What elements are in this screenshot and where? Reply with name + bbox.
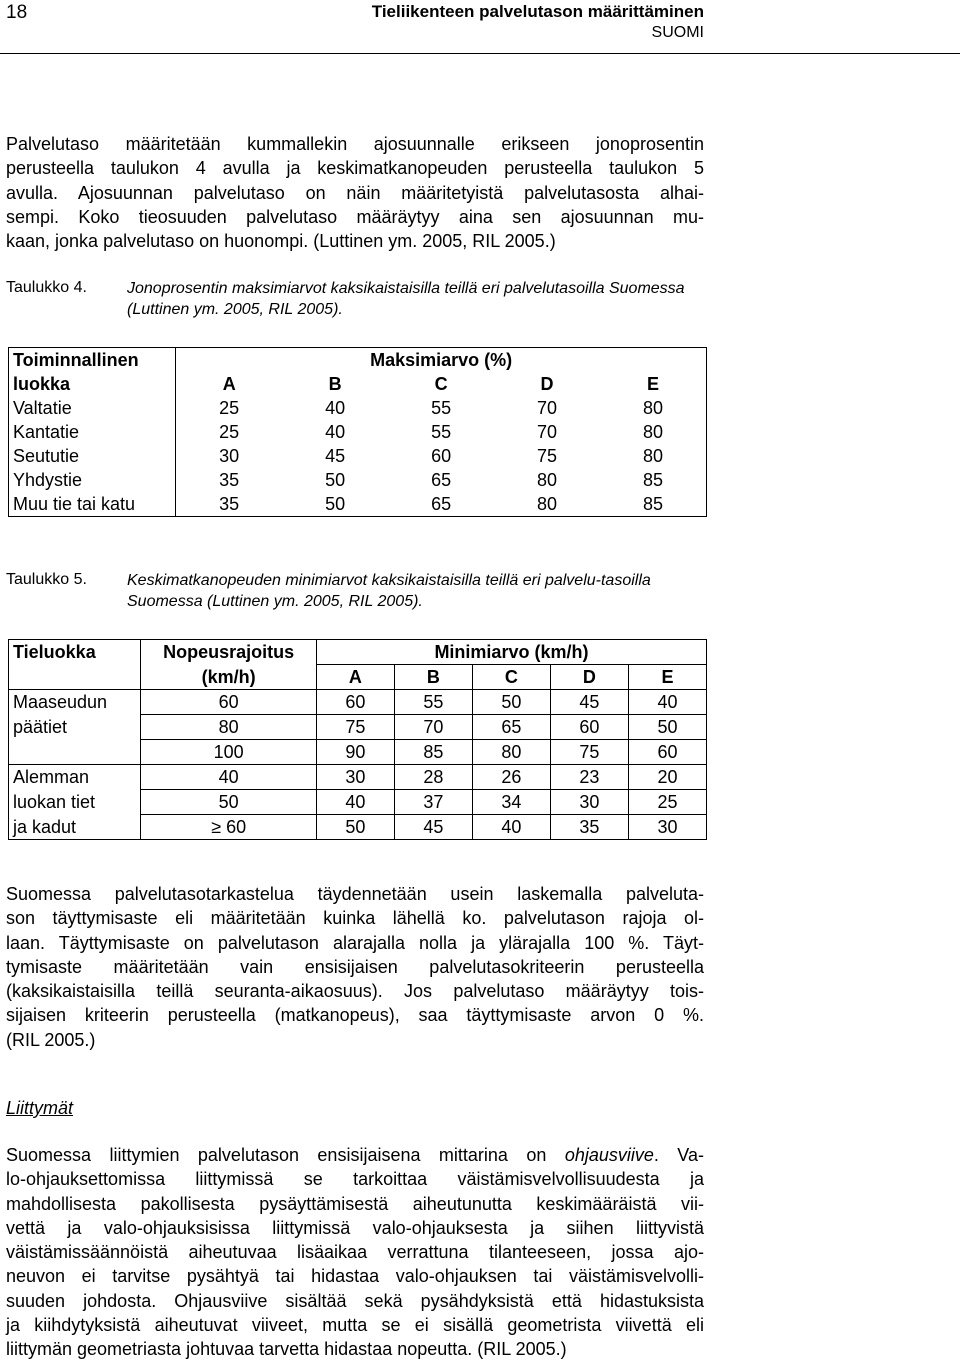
table-header-cell: Tieluokka xyxy=(9,640,141,665)
table-cell: 40 xyxy=(628,690,706,715)
table-cell: 45 xyxy=(325,446,346,466)
paragraph-fulfilment xyxy=(6,882,704,1052)
table-cell: 23 xyxy=(550,765,628,790)
table-header-cell: Toiminnallinen xyxy=(9,348,176,373)
table-row xyxy=(9,420,707,444)
paragraph-intro xyxy=(6,132,704,253)
table-header-cell: A xyxy=(316,665,394,690)
table-cell: 80 xyxy=(600,420,706,444)
table-cell: 25 xyxy=(219,398,240,418)
paragraph-line: (kaksikaistaisilla teillä seuranta-aikaosuus). Jos palvelutaso määräytyy tois- xyxy=(6,981,704,1002)
table-cell: 30 xyxy=(628,815,706,840)
table-cell: 50 xyxy=(472,690,550,715)
table-cell: 80 xyxy=(141,715,317,740)
page-number: 18 xyxy=(6,2,28,23)
table-cell: Muu tie tai katu xyxy=(9,492,176,517)
table-cell: 70 xyxy=(537,422,558,442)
paragraph-line: liittymän geometriasta johtuvaa tarvetta hidastaa nopeutta. (RIL 2005.) xyxy=(6,1339,567,1360)
table-cell: 40 xyxy=(472,815,550,840)
table-cell: 50 xyxy=(141,790,317,815)
table-cell: 60 xyxy=(431,446,452,466)
paragraph-line: sijaisen kriteerin perusteella (matkanopeus), saa täyttymisaste arvon 0 %. xyxy=(6,1005,704,1026)
table-row xyxy=(9,444,707,468)
table-cell: 55 xyxy=(431,398,452,418)
table-cell: 30 xyxy=(550,790,628,815)
paragraph-line: laan. Täyttymisaste on palvelutason alarajalla nolla ja ylärajalla 100 %. Täyt- xyxy=(6,932,704,953)
paragraph-line: tymisaste määritetään vain ensisijaisen palvelutasokriteerin perusteella xyxy=(6,956,704,977)
table-cell xyxy=(9,665,141,690)
paragraph-line: mahdollisesta pakollisesta pysäyttämisestä aiheutunutta keskimääräistä vii- xyxy=(6,1193,704,1214)
table-cell: 25 xyxy=(219,422,240,442)
table-cell: 100 xyxy=(141,740,317,765)
paragraph-line: son täyttymisaste eli määritetään kuinka lähellä ko. palvelutason rajoja ol- xyxy=(6,908,704,929)
paragraph-line: Palvelutaso määritetään kummallekin ajosuunnalle erikseen jonoprosentin xyxy=(6,134,704,154)
table-cell: 85 xyxy=(394,740,472,765)
table-cell: 20 xyxy=(628,765,706,790)
table-cell: 65 xyxy=(431,470,452,490)
table-header-cell: D xyxy=(540,374,554,394)
table-cell: päätiet xyxy=(9,715,141,740)
section-heading: Liittymät xyxy=(6,1098,74,1118)
text-run: Suomessa liittymien palvelutason ensisijaisena mittarina on xyxy=(6,1145,565,1165)
table-header-cell: luokka xyxy=(9,372,176,396)
table-row xyxy=(9,740,707,765)
header-divider xyxy=(0,53,960,54)
table-header-cell: Nopeusrajoitus xyxy=(141,640,317,665)
table-row xyxy=(9,492,707,517)
table-header-cell: D xyxy=(550,665,628,690)
table-cell: ja kadut xyxy=(9,815,141,840)
table-cell: 25 xyxy=(628,790,706,815)
table-group-header: Maksimiarvo (%) xyxy=(176,348,707,373)
paragraph-line: suuden johdosta. Ohjausviive sisältää sekä pysähdyksistä että hidastuksista xyxy=(6,1290,704,1311)
table-row xyxy=(9,468,707,492)
table-row xyxy=(9,715,707,740)
table-cell: 60 xyxy=(141,690,317,715)
paragraph-line: perusteella taulukon 4 avulla ja keskimatkanopeuden perusteella taulukon 5 xyxy=(6,158,704,179)
table5-caption-text: Keskimatkanopeuden minimiarvot kaksikaistaisilla teillä eri palvelu-tasoilla Suomessa (Luttinen ym. 2005, RIL 2005). xyxy=(127,572,651,610)
paragraph-junctions xyxy=(6,1143,704,1362)
table-cell: Maaseudun xyxy=(9,690,141,715)
table-cell: 85 xyxy=(600,468,706,492)
table4-caption-label: Taulukko 4. xyxy=(6,279,87,296)
paragraph-line: lo-ohjauksettomissa liittymissä se tarkoittaa väistämisvelvollisuudesta ja xyxy=(6,1169,704,1190)
table-cell: 65 xyxy=(388,492,494,517)
table-cell: 40 xyxy=(316,790,394,815)
paragraph-line: (RIL 2005.) xyxy=(6,1029,96,1050)
table-cell: 80 xyxy=(600,444,706,468)
table-cell: 50 xyxy=(325,470,346,490)
table-cell: 60 xyxy=(628,740,706,765)
table-cell: 50 xyxy=(316,815,394,840)
table-cell: 65 xyxy=(472,715,550,740)
paragraph-line: Suomessa palvelutasotarkastelua täydennetään usein laskemalla palveluta- xyxy=(6,884,704,904)
table-row xyxy=(9,690,707,715)
paragraph-line xyxy=(6,1143,704,1167)
table-cell: 30 xyxy=(219,446,240,466)
table-cell: 40 xyxy=(325,398,346,418)
table5-caption-label: Taulukko 5. xyxy=(6,571,87,588)
paragraph-line: ja kiihdytyksistä aiheutuvat viiveet, mutta se ei sisällä geometrista viivettä eli xyxy=(6,1315,704,1336)
table-cell: Yhdystie xyxy=(9,468,176,492)
table-cell: 37 xyxy=(394,790,472,815)
table-cell: 75 xyxy=(537,446,558,466)
table-cell: 55 xyxy=(394,690,472,715)
table-row xyxy=(9,765,707,790)
table-cell: 90 xyxy=(316,740,394,765)
paragraph-line: avulla. Ajosuunnan palvelutaso on näin määritetyistä palvelutasosta alhai- xyxy=(6,182,704,203)
table-header-cell: A xyxy=(222,374,236,394)
table-cell: 35 xyxy=(550,815,628,840)
table-cell: 80 xyxy=(600,396,706,420)
table-cell: luokan tiet xyxy=(9,790,141,815)
italic-term: ohjausviive xyxy=(564,1145,654,1165)
table-cell: 70 xyxy=(394,715,472,740)
table-max-queue-percent xyxy=(8,347,707,517)
table-cell: 80 xyxy=(537,470,558,490)
table-cell: 75 xyxy=(550,740,628,765)
table-cell: 85 xyxy=(600,492,706,517)
table-header-cell: B xyxy=(394,665,472,690)
table-cell: 60 xyxy=(316,690,394,715)
table-row xyxy=(9,790,707,815)
paragraph-line: neuvon ei tarvitse pysähtyä tai hidastaa valo-ohjauksen tai väistämisvelvolli- xyxy=(6,1266,704,1287)
table-row xyxy=(9,396,707,420)
table-cell: 80 xyxy=(494,492,600,517)
table-cell: 75 xyxy=(316,715,394,740)
table-cell: 50 xyxy=(628,715,706,740)
table-header-cell: B xyxy=(328,374,342,394)
table-cell: Kantatie xyxy=(9,420,176,444)
document-subtitle: SUOMI xyxy=(651,24,704,41)
table-row xyxy=(9,815,707,840)
table-header-cell: E xyxy=(628,665,706,690)
document-title: Tieliikenteen palvelutason määrittäminen xyxy=(371,2,704,21)
table-cell: 50 xyxy=(282,492,388,517)
table-cell: Alemman xyxy=(9,765,141,790)
text-run: . Va- xyxy=(653,1145,704,1165)
table-cell: 30 xyxy=(316,765,394,790)
table-cell: 70 xyxy=(537,398,558,418)
table-cell: 34 xyxy=(472,790,550,815)
paragraph-line: vettä ja valo-ohjauksisissa liittymissä valo-ohjauksesta ja siihen liittyvistä xyxy=(6,1217,704,1238)
table-cell: 40 xyxy=(325,422,346,442)
table-cell: 26 xyxy=(472,765,550,790)
table-cell: 35 xyxy=(219,470,240,490)
table-header-cell: C xyxy=(472,665,550,690)
table-min-travel-speed xyxy=(8,639,707,840)
paragraph-line: väistämissäännöistä aiheutuvaa lisäaikaa verrattuna tilanteeseen, jossa ajo- xyxy=(6,1242,704,1263)
table-cell: 45 xyxy=(550,690,628,715)
table-header-cell: E xyxy=(600,372,706,396)
table-cell: 60 xyxy=(550,715,628,740)
table-cell: 35 xyxy=(176,492,282,517)
table-header-cell: C xyxy=(434,374,448,394)
table-group-header: Minimiarvo (km/h) xyxy=(316,640,706,665)
paragraph-line: sempi. Koko tieosuuden palvelutaso määräytyy aina sen ajosuunnan mu- xyxy=(6,206,704,227)
table-cell xyxy=(9,740,141,765)
table-cell: 28 xyxy=(394,765,472,790)
table-cell: ≥ 60 xyxy=(141,815,317,840)
table-cell: 80 xyxy=(472,740,550,765)
table-cell: Valtatie xyxy=(9,396,176,420)
table-header-cell: (km/h) xyxy=(141,665,317,690)
paragraph-line: kaan, jonka palvelutaso on huonompi. (Luttinen ym. 2005, RIL 2005.) xyxy=(6,231,556,252)
table-cell: 55 xyxy=(431,422,452,442)
table-cell: 45 xyxy=(394,815,472,840)
table4-caption-text: Jonoprosentin maksimiarvot kaksikaistaisilla teillä eri palvelutasoilla Suomessa (Luttinen ym. 2005, RIL 2005). xyxy=(127,280,685,318)
table-cell: 40 xyxy=(141,765,317,790)
table-cell: Seututie xyxy=(9,444,176,468)
